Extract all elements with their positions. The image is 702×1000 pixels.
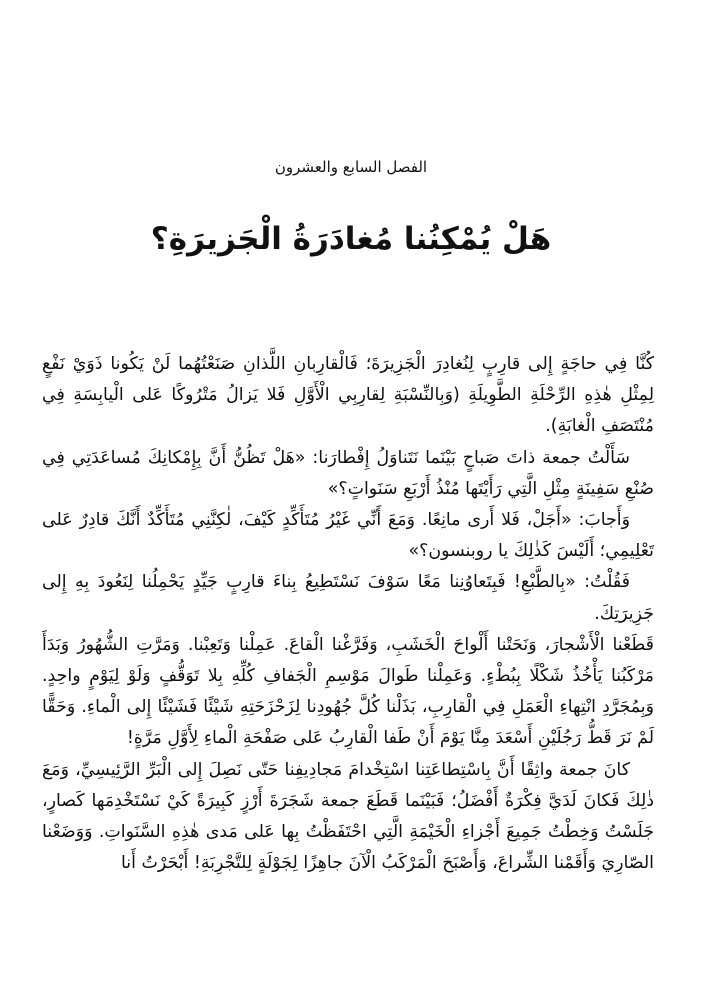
paragraph: وَأَجابَ: «أَجَلْ، فَلا أَرى مانِعًا. وَمَعَ أَنِّي غَيْرُ مُتَأَكِّدٍ كَيْفَ، لٰكِنَّنِي مُتَأَكِّدٌ أَنَّكَ قادِرٌ عَلى تَعْلِيمِي؛ أَلَيْسَ كَذٰلِكَ يا روبنسون؟» bbox=[42, 510, 654, 562]
paragraph: قَطَعْنا الْأَشْجارَ، وَنَحَتْنا أَلْواحَ الْخَشَبِ، وَفَرَّغْنا الْقاعَ. عَمِلْنا وَتَعِبْنا. وَمَرَّتِ الشُّهُورُ وَبَدَأَ مَرْكَبُنا يَأْخُذُ شَكْلًا بِبُطْءٍ. وَعَمِلْنا طَوالَ مَوْسِمِ الْجَفافِ كُلِّهِ بِلا تَوَقُّفٍ وَلَوْ لِيَوْمٍ واحِدٍ. وَبِمُجَرَّدِ انْتِهاءِ الْعَمَلِ فِي الْقارِبِ، بَذَلْنا كُلَّ جُهُودِنا لِزَحْزَحَتِهِ شَيْئًا فَشَيْئًا إِلى الْماءِ. وَحَقًّا لَمْ نَرَ قَطُّ رَجُلَيْنِ أَسْعَدَ مِنَّا يَوْمَ أَنْ طَفا الْقارِبُ عَلى صَفْحَةِ الْماءِ لِأَوَّلِ مَرَّةٍ! bbox=[42, 634, 654, 749]
paragraph: سَأَلْتُ جمعة ذاتَ صَباحٍ بَيْنَما نَتَناوَلُ إِفْطارَنا: «هَلْ تَظُنُّ أَنَّ بِإِمْكانِكَ مُساعَدَتِي فِي صُنْعِ سَفِينَةٍ مِثْلِ الَّتِي رَأَيْتَها مُنْذُ أَرْبَعِ سَنَواتٍ؟» bbox=[42, 447, 654, 499]
chapter-body bbox=[42, 349, 654, 879]
paragraph: كُنَّا فِي حاجَةٍ إِلى قارِبٍ لِنُغادِرَ الْجَزِيرَةَ؛ فَالْقارِبانِ اللَّذانِ صَنَعْتُهُما لَنْ يَكُونا ذَوَيْ نَفْعٍ لِمِثْلِ هٰذِهِ الرِّحْلَةِ الطَّوِيلَةِ (وَبِالنِّسْبَةِ لِقارِبِي الْأَوَّلِ فَلا يَزالُ مَتْرُوكًا عَلى الْيابِسَةِ فِي مُنْتَصَفِ الْغابَةِ). bbox=[42, 354, 654, 437]
chapter-number: الفصل السابع والعشرون bbox=[274, 158, 428, 176]
paragraph: كانَ جمعة واثِقًا أَنَّ بِاسْتِطاعَتِنا اسْتِخْدامَ مَجادِيفِنا حَتّى نَصِلَ إِلى الْبَرِّ الرَّئِيسِيِّ، وَمَعَ ذٰلِكَ فَكانَ لَدَيَّ فِكْرَةٌ أَفْضَلُ؛ فَبَيْنَما قَطَعَ جمعة شَجَرَةَ أَرْزٍ كَبِيرَةً كَيْ نَسْتَخْدِمَها كَصارٍ، جَلَسْتُ وَخِطْتُ جَمِيعَ أَجْزاءِ الْخَيْمَةِ الَّتِي احْتَفَظْتُ بِها عَلى مَدى هٰذِهِ السَّنَواتِ. وَوَضَعْنا الصّارِيَ وَأَقَمْنا الشِّراعَ، وَأَصْبَحَ الْمَرْكَبُ الْآنَ جاهِزًا لِجَوْلَةٍ لِلتَّجْرِبَةِ! أَبْحَرْتُ أَنا bbox=[42, 759, 654, 874]
chapter-title: هَلْ يُمْكِنُنا مُغادَرَةُ الْجَزيرَةِ؟ bbox=[150, 221, 552, 257]
paragraph: فَقُلْتُ: «بِالطَّبْعِ! فَبِتَعاوُنِنا مَعًا سَوْفَ نَسْتَطِيعُ بِناءَ قارِبٍ جَيِّدٍ يَحْمِلُنا لِنَعُودَ بِهِ إِلى جَزِيرَتِكَ. bbox=[42, 572, 654, 624]
